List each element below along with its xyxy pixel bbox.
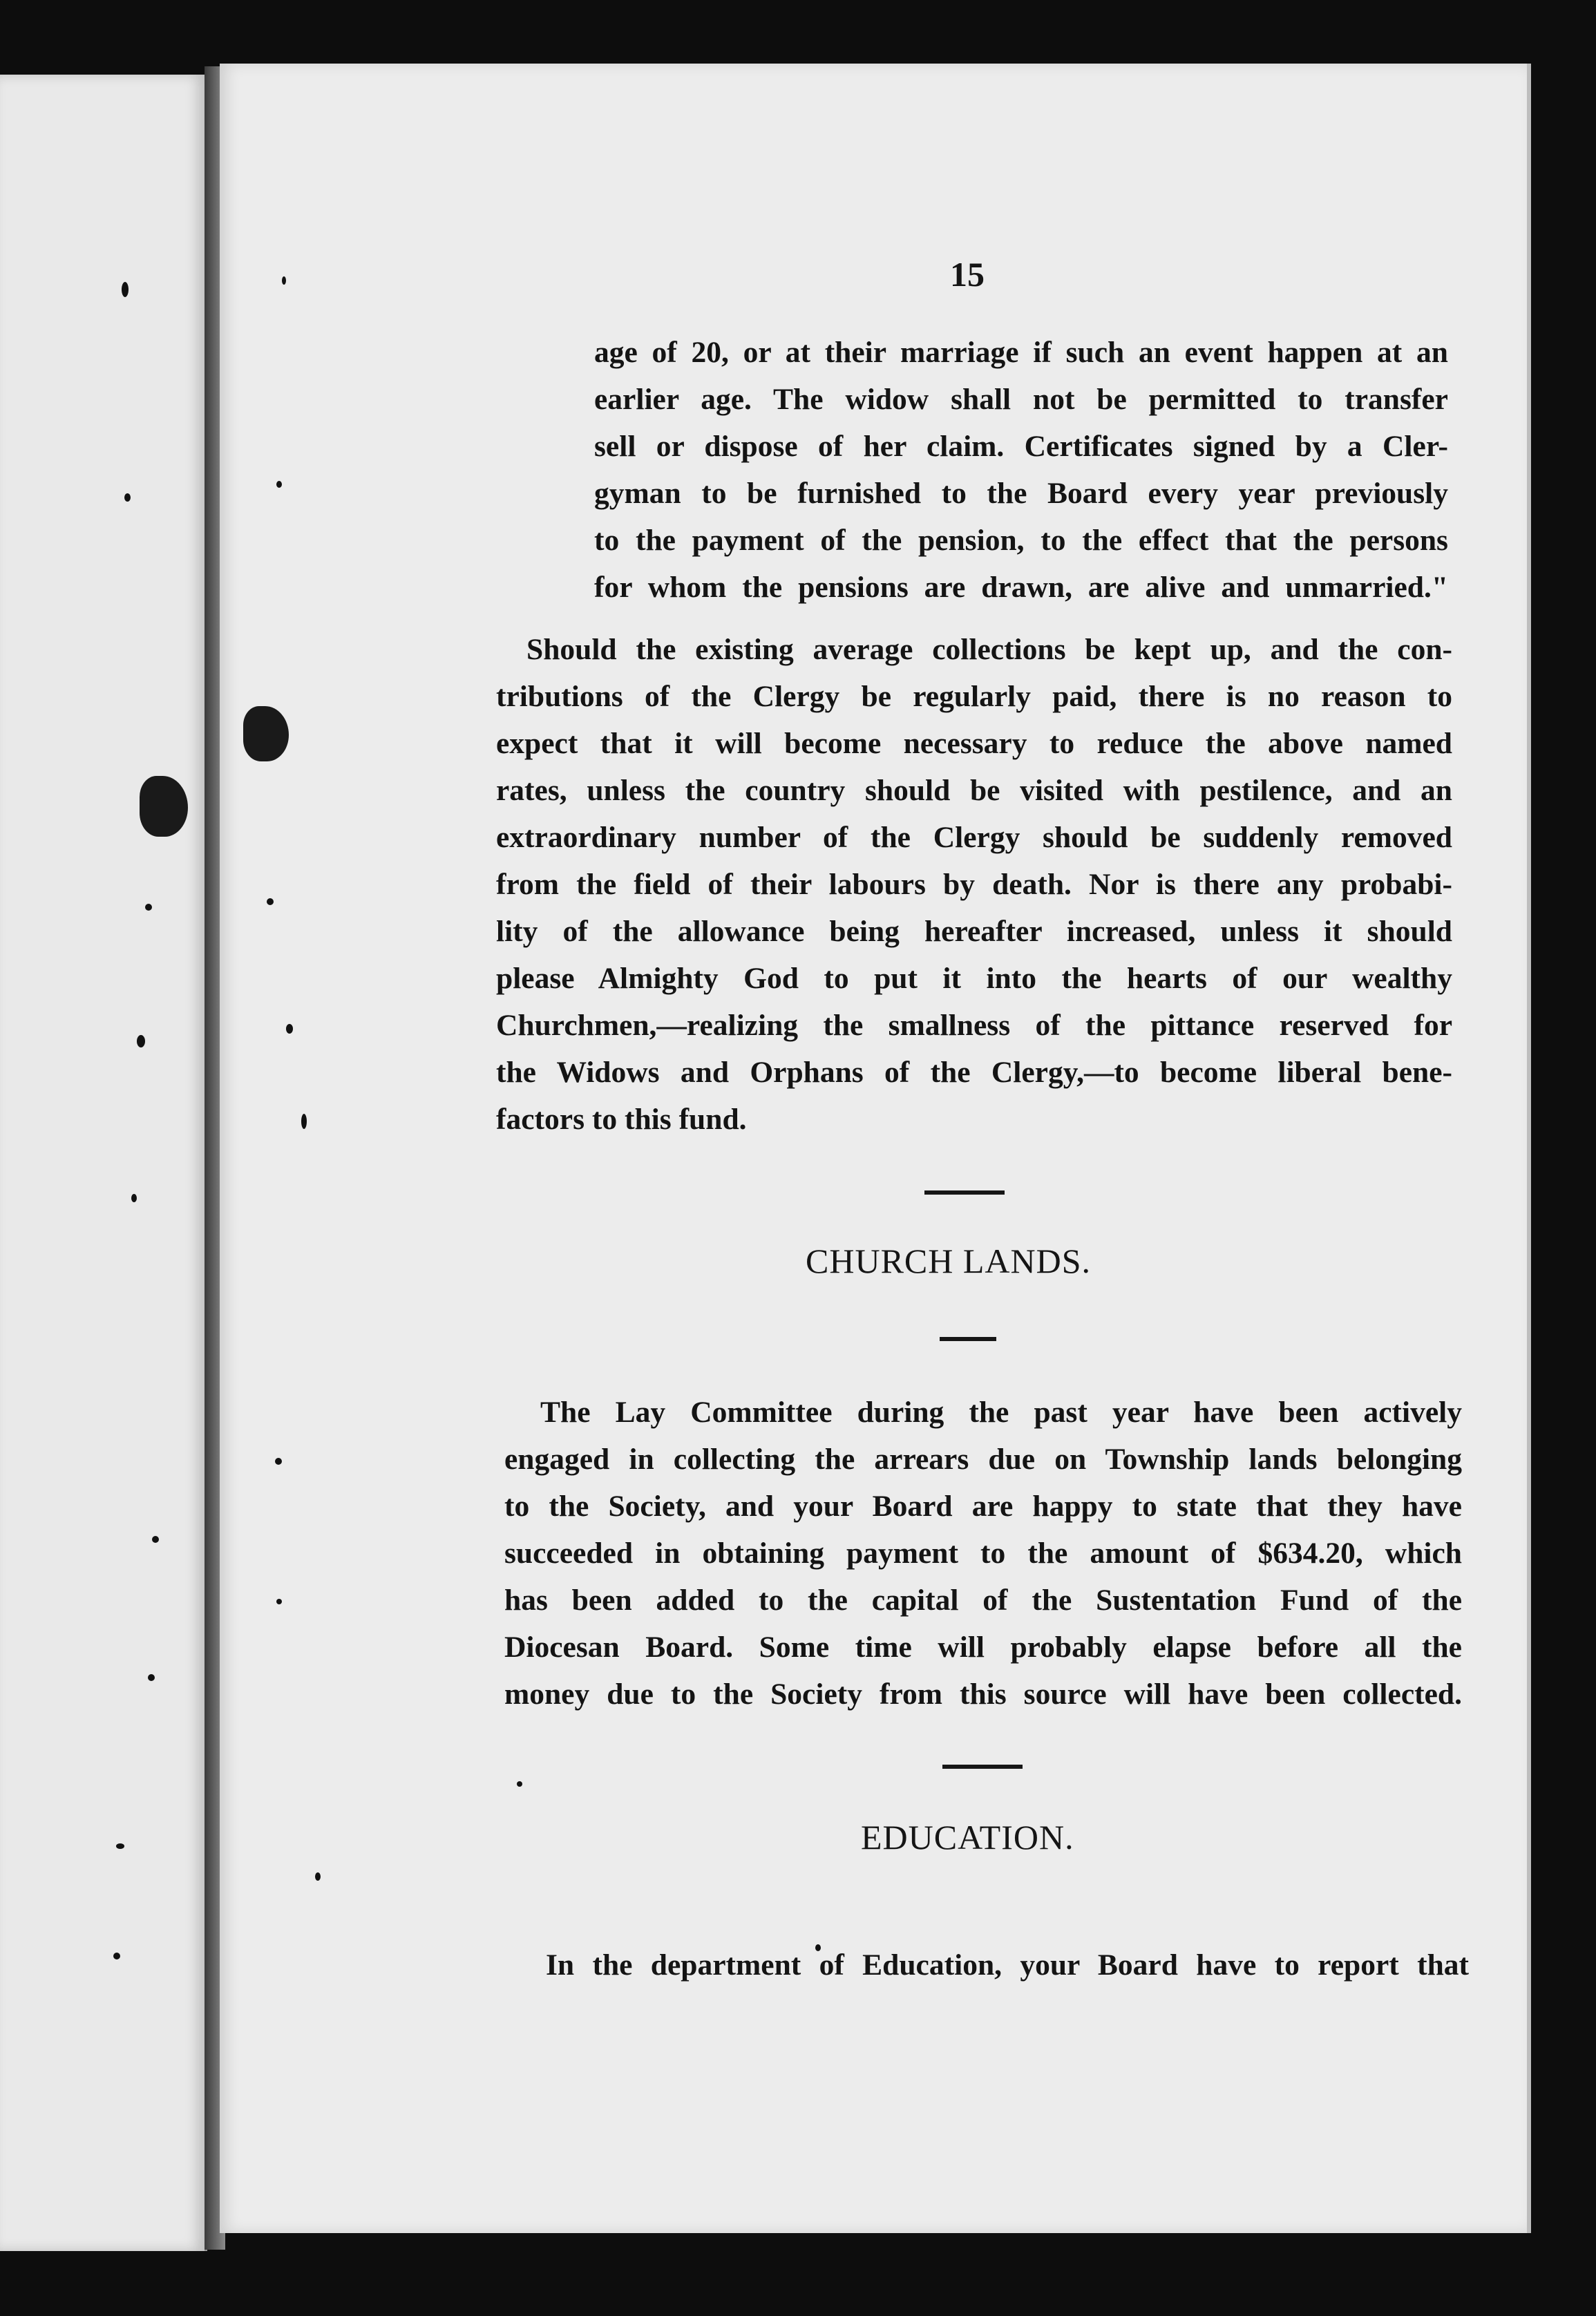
church-lands-paragraph <box>504 1389 1462 1718</box>
text-line: earlier age. The widow shall not be permitted to transfer <box>594 383 1448 416</box>
ink-speck <box>122 282 129 297</box>
text-line: succeeded in obtaining payment to the amount of $634.20, which <box>504 1537 1462 1570</box>
ink-speck <box>148 1674 155 1681</box>
text-line: money due to the Society from this source will have been collected. <box>504 1678 1462 1711</box>
ink-speck <box>286 1024 293 1034</box>
text-line: In the department of Education, your Board have to report that <box>546 1948 1469 1982</box>
education-paragraph <box>546 1942 1469 1988</box>
ink-blot <box>243 706 289 761</box>
ink-speck <box>275 1458 282 1465</box>
text-line: to the payment of the pension, to the effect that the persons <box>594 524 1448 557</box>
text-line: has been added to the capital of the Sustentation Fund of the <box>504 1584 1462 1617</box>
section-divider <box>942 1765 1023 1769</box>
text-line: tributions of the Clergy be regularly paid, there is no reason to <box>496 680 1452 713</box>
text-line: please Almighty God to put it into the hearts of our wealthy <box>496 962 1452 995</box>
section-divider <box>924 1190 1005 1195</box>
text-line: extraordinary number of the Clergy should be suddenly removed <box>496 821 1452 854</box>
page-number: 15 <box>950 255 985 294</box>
text-line: sell or dispose of her claim. Certificates signed by a Cler- <box>594 430 1448 463</box>
ink-speck <box>276 481 282 488</box>
text-line: from the field of their labours by death. Nor is there any probabi- <box>496 868 1452 901</box>
ink-speck <box>137 1035 145 1047</box>
section-divider <box>940 1337 996 1341</box>
ink-speck <box>276 1599 282 1604</box>
ink-speck <box>267 898 274 905</box>
church-lands-heading: CHURCH LANDS. <box>806 1242 1092 1280</box>
text-line: rates, unless the country should be visited with pestilence, and an <box>496 774 1452 807</box>
ink-speck <box>124 493 131 502</box>
text-line: age of 20, or at their marriage if such an event happen at an <box>594 336 1448 369</box>
ink-speck <box>152 1536 159 1543</box>
text-line: Churchmen,—realizing the smallness of the pittance reserved for <box>496 1009 1452 1042</box>
education-heading: EDUCATION. <box>861 1818 1074 1857</box>
ink-speck <box>116 1843 124 1849</box>
text-line: factors to this fund. <box>496 1103 747 1136</box>
ink-speck <box>131 1194 137 1202</box>
text-line: lity of the allowance being hereafter increased, unless it should <box>496 915 1452 948</box>
pension-terms-paragraph <box>594 329 1448 611</box>
text-line: gyman to be furnished to the Board every year previously <box>594 477 1448 510</box>
ink-speck <box>301 1114 307 1129</box>
text-line: to the Society, and your Board are happy to state that they have <box>504 1490 1462 1523</box>
text-line: Diocesan Board. Some time will probably elapse before all the <box>504 1631 1462 1664</box>
facing-page-edge <box>0 75 207 2251</box>
ink-blot <box>140 776 188 837</box>
ink-speck <box>517 1781 522 1787</box>
text-line: expect that it will become necessary to reduce the above named <box>496 727 1452 760</box>
collections-paragraph <box>496 626 1452 1143</box>
text-line: engaged in collecting the arrears due on Township lands belonging <box>504 1443 1462 1476</box>
ink-speck <box>113 1953 120 1959</box>
text-line: for whom the pensions are drawn, are alive and unmarried." <box>594 571 1448 604</box>
text-line: Should the existing average collections be kept up, and the con- <box>526 633 1452 666</box>
ink-speck <box>145 904 152 911</box>
ink-speck <box>282 276 286 285</box>
text-line: The Lay Committee during the past year have been actively <box>540 1396 1462 1429</box>
ink-speck <box>315 1872 321 1881</box>
text-line: the Widows and Orphans of the Clergy,—to become liberal bene- <box>496 1056 1452 1089</box>
